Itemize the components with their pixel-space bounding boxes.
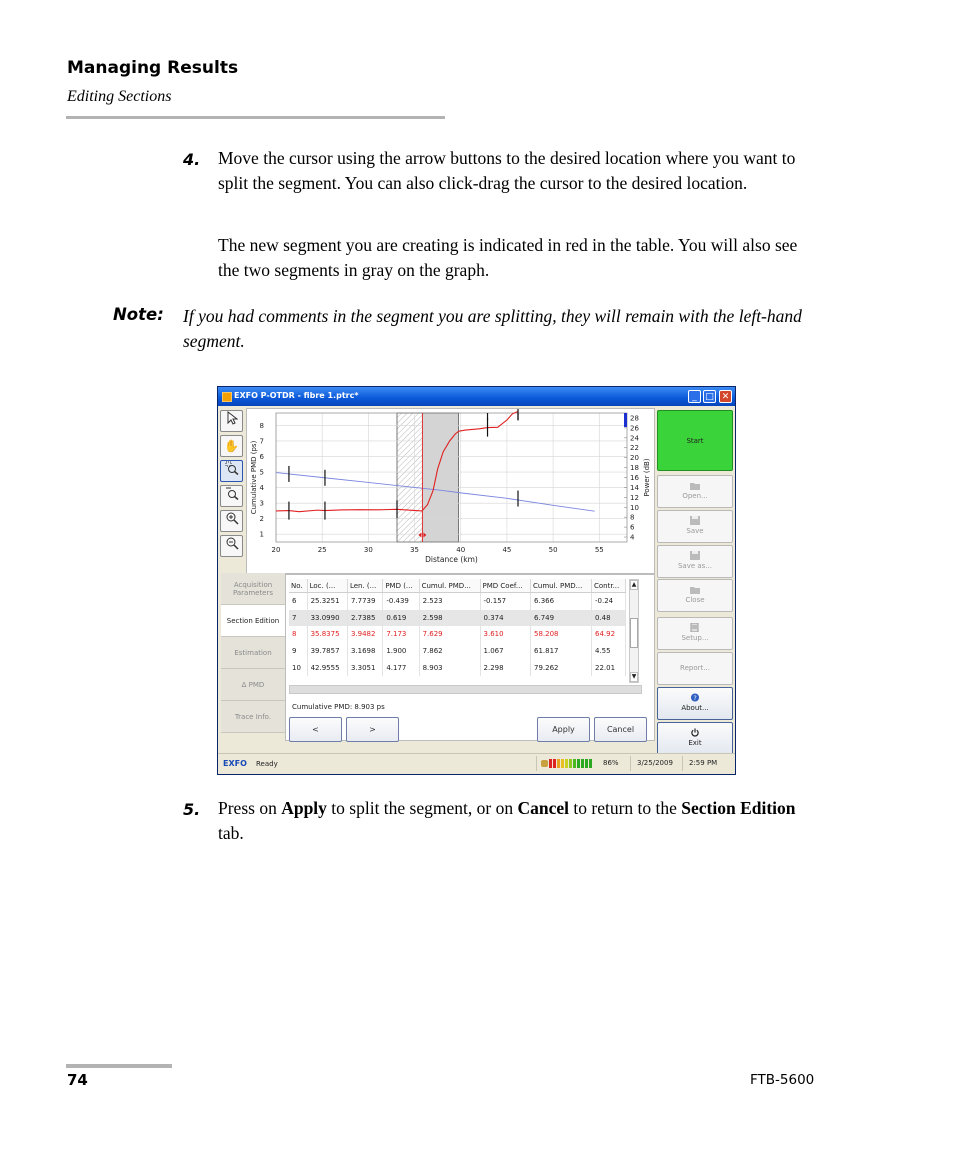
power-scale-marker xyxy=(624,413,627,427)
table-cell: 2.298 xyxy=(480,659,530,676)
about-button[interactable] xyxy=(657,687,733,720)
split-left-region xyxy=(397,413,422,542)
setup-sheet-icon xyxy=(690,623,700,632)
help-icon xyxy=(690,693,700,702)
y2-tick-label: 22 xyxy=(630,444,639,453)
cancel-button[interactable]: Cancel xyxy=(594,717,647,742)
y2-tick-label: 28 xyxy=(630,414,639,423)
power-icon xyxy=(690,728,700,737)
hand-icon: ✋ xyxy=(224,439,239,453)
zoom-in-icon xyxy=(225,511,239,525)
col-header[interactable]: Cumul. PMD... xyxy=(419,579,480,593)
table-vertical-scrollbar[interactable] xyxy=(629,579,639,683)
col-header[interactable]: PMD (... xyxy=(383,579,419,593)
step-5-text-a: Press on xyxy=(218,798,282,818)
table-cell: 4.55 xyxy=(591,643,625,660)
save-label: Save xyxy=(686,527,704,535)
footer-rule xyxy=(66,1064,172,1068)
save-as-button[interactable] xyxy=(657,545,733,578)
apply-term: Apply xyxy=(281,798,327,818)
zoom-out-icon xyxy=(225,536,239,550)
table-cell: 39.7857 xyxy=(307,643,347,660)
y2-axis-label: Power (dB) xyxy=(643,458,651,497)
maximize-button[interactable]: □ xyxy=(703,390,716,403)
col-header[interactable]: Cumul. PMD... xyxy=(531,579,592,593)
note-text: If you had comments in the segment you are splitting, they will remain with the left-hand segment. xyxy=(183,306,802,351)
exfo-logo: EXFO xyxy=(223,759,247,768)
battery-icon xyxy=(541,760,548,767)
y2-tick-label: 10 xyxy=(630,503,639,512)
result-tabs xyxy=(221,573,285,741)
y2-tick-label: 8 xyxy=(630,513,635,522)
zoom-horizontal-icon xyxy=(225,486,239,500)
x-tick-label: 50 xyxy=(548,546,558,554)
pmd-chart[interactable] xyxy=(247,409,654,573)
y2-tick-label: 18 xyxy=(630,464,639,473)
zoom-area-icon xyxy=(225,461,239,475)
floppy-disk-icon xyxy=(690,516,700,525)
x-axis-label: Distance (km) xyxy=(425,555,478,564)
status-text: Ready xyxy=(256,760,278,768)
save-as-label: Save as... xyxy=(677,562,713,570)
step-5-text-b: to split the segment, or on xyxy=(326,798,518,818)
tab-delta-pmd[interactable]: Δ PMD xyxy=(221,669,285,701)
table-cell: 79.262 xyxy=(531,659,592,676)
table-cell: 2.523 xyxy=(419,593,480,610)
table-cell: 0.619 xyxy=(383,610,419,627)
step-4-text: Move the cursor using the arrow buttons to the desired location where you want to split the segment. You can also click-drag the cursor to the desired location. xyxy=(218,148,796,193)
apply-button[interactable]: Apply xyxy=(537,717,590,742)
zoom-in-tool[interactable] xyxy=(220,510,243,532)
col-header[interactable]: No. xyxy=(289,579,307,593)
x-tick-label: 20 xyxy=(271,546,281,554)
table-cell: 1.067 xyxy=(480,643,530,660)
arrow-cursor-icon xyxy=(226,411,238,425)
section-subtitle: Editing Sections xyxy=(67,88,172,105)
table-cell: 0.374 xyxy=(480,610,530,627)
app-icon xyxy=(222,392,232,402)
table-cell: 33.0990 xyxy=(307,610,347,627)
svg-text:?: ? xyxy=(693,695,697,702)
cancel-term: Cancel xyxy=(517,798,569,818)
table-cell: 2.598 xyxy=(419,610,480,627)
close-folder-icon xyxy=(690,585,700,594)
table-cell: 6 xyxy=(289,593,307,610)
y2-tick-label: 14 xyxy=(630,483,639,492)
status-date: 3/25/2009 xyxy=(630,756,680,771)
y-axis-label: Cumulative PMD (ps) xyxy=(250,440,258,515)
scroll-thumb[interactable] xyxy=(630,618,638,648)
table-row[interactable] xyxy=(289,593,626,610)
y-tick-label: 6 xyxy=(259,453,264,462)
x-tick-label: 45 xyxy=(502,546,512,554)
floppy-disk-icon xyxy=(690,551,700,560)
y-tick-label: 5 xyxy=(259,468,264,477)
table-cell: 8 xyxy=(289,626,307,643)
table-cell: 64.92 xyxy=(591,626,625,643)
zoom-out-tool[interactable] xyxy=(220,535,243,557)
table-cell: -0.439 xyxy=(383,593,419,610)
step-5-text-d: tab. xyxy=(218,823,244,843)
app-window xyxy=(217,386,736,775)
close-button[interactable] xyxy=(657,579,733,612)
table-cell: 10 xyxy=(289,659,307,676)
x-tick-label: 25 xyxy=(317,546,327,554)
tab-section-edition[interactable]: Section Edition xyxy=(221,605,285,637)
table-cell: 7.862 xyxy=(419,643,480,660)
step-4-detail: The new segment you are creating is indicated in red in the table. You will also see the two segments in gray on the graph. xyxy=(218,235,798,280)
move-cursor-left-button[interactable]: < xyxy=(289,717,342,742)
section-edition-panel xyxy=(285,574,655,741)
x-tick-label: 35 xyxy=(410,546,420,554)
save-button[interactable] xyxy=(657,510,733,543)
table-cell: 2.7385 xyxy=(347,610,382,627)
close-label: Close xyxy=(685,596,705,604)
table-cell: 0.48 xyxy=(591,610,625,627)
tab-trace-info[interactable]: Trace Info. xyxy=(221,701,285,733)
y-tick-label: 8 xyxy=(259,421,264,430)
setup-button[interactable] xyxy=(657,617,733,650)
y2-tick-label: 20 xyxy=(630,454,639,463)
table-cell: 3.3051 xyxy=(347,659,382,676)
step-5-text xyxy=(218,796,818,846)
close-window-button[interactable]: ✕ xyxy=(719,390,732,403)
table-cell: 22.01 xyxy=(591,659,625,676)
title-bar[interactable] xyxy=(218,387,735,406)
y-tick-label: 2 xyxy=(259,515,264,524)
table-cell: 25.3251 xyxy=(307,593,347,610)
table-row-selected[interactable] xyxy=(289,610,626,627)
table-cell: 1.900 xyxy=(383,643,419,660)
table-row-new-segment[interactable] xyxy=(289,626,626,643)
y2-tick-label: 4 xyxy=(630,533,635,542)
y-tick-label: 7 xyxy=(259,437,264,446)
scroll-up-icon[interactable]: ▲ xyxy=(631,581,637,588)
chapter-title: Managing Results xyxy=(67,58,239,78)
open-label: Open... xyxy=(682,492,708,500)
start-button[interactable]: Start xyxy=(657,410,733,471)
table-cell: 7.7739 xyxy=(347,593,382,610)
col-header[interactable]: PMD Coef... xyxy=(480,579,530,593)
table-cell: 61.817 xyxy=(531,643,592,660)
table-cell: 7 xyxy=(289,610,307,627)
tab-acquisition-parameters[interactable]: Acquisition Parameters xyxy=(221,573,285,605)
table-cell: 6.366 xyxy=(531,593,592,610)
minimize-button[interactable]: _ xyxy=(688,390,701,403)
col-header[interactable]: Loc. (... xyxy=(307,579,347,593)
y2-tick-label: 12 xyxy=(630,493,639,502)
table-row[interactable] xyxy=(289,643,626,660)
step-4-number: 4. xyxy=(183,150,201,169)
tab-estimation[interactable]: Estimation xyxy=(221,637,285,669)
zoom-window-tool[interactable] xyxy=(220,460,243,482)
y-tick-label: 4 xyxy=(259,484,264,493)
battery-level-bars xyxy=(549,759,596,768)
table-cell: 9 xyxy=(289,643,307,660)
y2-tick-label: 26 xyxy=(630,424,639,433)
y2-tick-label: 16 xyxy=(630,474,639,482)
status-time: 2:59 PM xyxy=(682,756,730,771)
table-horizontal-scrollbar[interactable] xyxy=(289,685,642,694)
about-label: About... xyxy=(681,704,709,712)
section-edition-term: Section Edition xyxy=(681,798,796,818)
exit-button[interactable] xyxy=(657,722,733,755)
x-tick-label: 40 xyxy=(456,546,466,554)
status-bar xyxy=(218,753,735,774)
table-cell: -0.24 xyxy=(591,593,625,610)
step-5-number: 5. xyxy=(183,800,201,819)
table-cell: 7.629 xyxy=(419,626,480,643)
pointer-tool[interactable] xyxy=(220,410,243,432)
header-rule xyxy=(66,116,445,119)
step-5-text-c: to return to the xyxy=(569,798,682,818)
table-cell: 3.9482 xyxy=(347,626,382,643)
table-cell: 3.610 xyxy=(480,626,530,643)
open-button[interactable] xyxy=(657,475,733,508)
move-cursor-right-button[interactable]: > xyxy=(346,717,399,742)
split-right-region xyxy=(422,413,458,542)
battery-percent: 86% xyxy=(603,759,619,767)
open-folder-icon xyxy=(690,481,700,490)
battery-indicator xyxy=(536,756,626,771)
cumulative-pmd-label: Cumulative PMD: 8.903 ps xyxy=(292,703,385,711)
table-row[interactable] xyxy=(289,659,626,676)
pan-tool[interactable] xyxy=(220,435,243,457)
table-cell: 3.1698 xyxy=(347,643,382,660)
table-cell: 8.903 xyxy=(419,659,480,676)
report-button[interactable]: Report... xyxy=(657,652,733,685)
scroll-down-icon[interactable]: ▼ xyxy=(631,673,637,680)
zoom-horizontal-tool[interactable] xyxy=(220,485,243,507)
table-cell: -0.157 xyxy=(480,593,530,610)
note-label: Note: xyxy=(113,305,164,324)
table-cell: 35.8375 xyxy=(307,626,347,643)
table-cell: 58.208 xyxy=(531,626,592,643)
x-tick-label: 55 xyxy=(594,546,604,554)
x-tick-label: 30 xyxy=(363,546,373,554)
product-name: FTB-5600 xyxy=(750,1072,815,1088)
y2-tick-label: 6 xyxy=(630,523,635,532)
y-tick-label: 1 xyxy=(259,530,264,539)
col-header[interactable]: Len. (... xyxy=(347,579,382,593)
window-title: EXFO P-OTDR - fibre 1.ptrc* xyxy=(234,391,359,400)
pmd-graph[interactable] xyxy=(246,408,655,574)
col-header[interactable]: Contr... xyxy=(591,579,625,593)
setup-label: Setup... xyxy=(681,634,709,642)
table-cell: 6.749 xyxy=(531,610,592,627)
table-cell: 7.173 xyxy=(383,626,419,643)
y2-tick-label: 24 xyxy=(630,434,639,443)
table-cell: 42.9555 xyxy=(307,659,347,676)
section-table[interactable] xyxy=(289,579,626,676)
page-number: 74 xyxy=(67,1071,88,1089)
exit-label: Exit xyxy=(688,739,702,747)
table-header-row xyxy=(289,579,626,593)
table-cell: 4.177 xyxy=(383,659,419,676)
y-tick-label: 3 xyxy=(259,499,264,508)
